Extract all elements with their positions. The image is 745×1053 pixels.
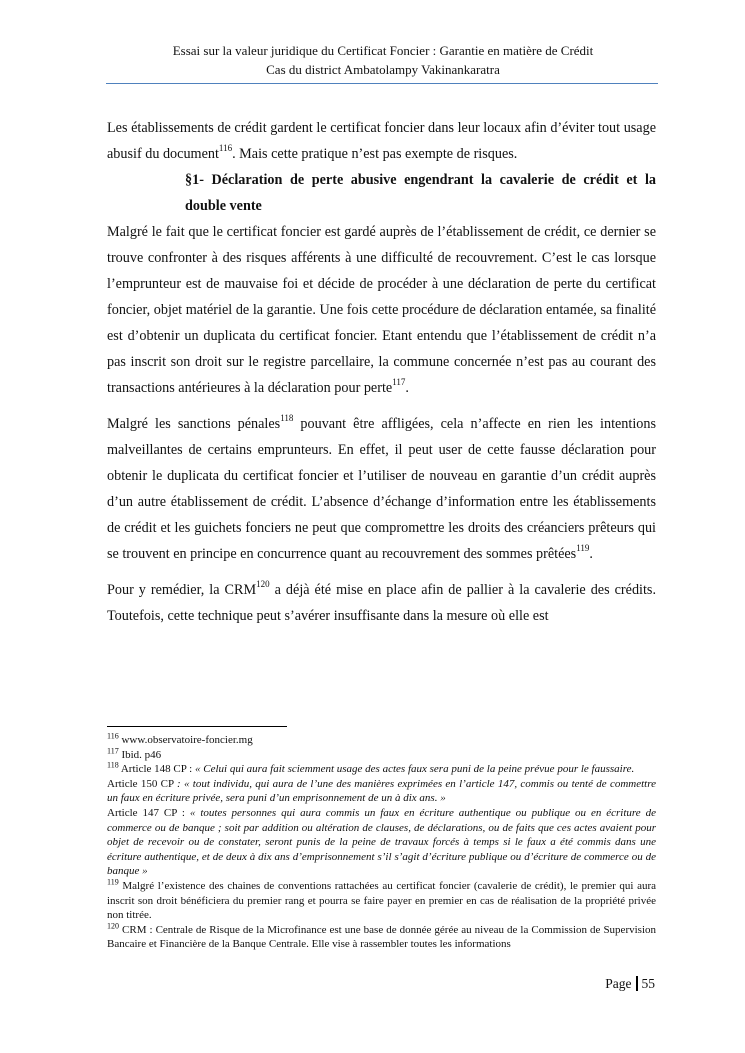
footnote-116: $^{116}$ www.observatoire-foncier.mg [107, 731, 253, 746]
footnote-ref[interactable]: 120 [256, 579, 270, 590]
page-footer [605, 976, 655, 992]
document-body [107, 115, 656, 629]
paragraph: Pour y remédier, la CRM$^{120}$ a déjà été mise en place afin de pallier à la cavalerie des crédits. Toutefois, cette technique peut s’avérer insuffisante dans la mesure où elle est [107, 579, 656, 624]
paragraph: Les établissements de crédit gardent le certificat foncier dans leur locaux afin d’éviter tout usage abusif du document$^{116}$. Mais cette pratique n’est pas exempte de risques. [107, 120, 656, 162]
page-number: 55 [641, 976, 655, 991]
running-header [108, 41, 658, 79]
footnote-117: $^{117}$ Ibid. p46 [107, 745, 162, 761]
page-label: Page [605, 976, 632, 991]
paragraph: Malgré le fait que le certificat foncier est gardé auprès de l’établissement de crédit, ce dernier se trouve confronter à des risques afférents à une difficulté de recouvrement. C’est le cas lorsque l’emprunteur est de mauvaise foi et décide de procéder à une déclaration de perte du certificat foncier, objet matériel de la garantie. Une fois cette procédure de déclaration entamée, sa finalité est d’obtenir un duplicata du certificat foncier. Etant entendu que l’établissement de crédit n’a pas inscrit son droit sur le registre parcellaire, la commune concernée n’est pas au courant des transactions antérieures à la déclaration pour perte$^{117}$. [107, 224, 656, 396]
footnote-ref[interactable]: 116 [218, 143, 233, 154]
footnote-ref[interactable]: 119 [576, 543, 590, 554]
footnote-ref[interactable]: 118 [280, 413, 294, 424]
paragraph: Malgré les sanctions pénales$^{118}$ pouvant être affligées, cela n’affecte en rien les intentions malveillantes de certains emprunteurs. En effet, il peut user de cette fausse déclaration pour obtenir le duplicata du certificat foncier et l’utiliser de nouveau en garantie d’un crédit auprès d’un autre établissement de crédit. L’absence d’échange d’information entre les établissements de crédit et les guichets fonciers ne peut que compromettre les droits des créanciers prêteurs qui se trouvent en principe en concurrence quant au recouvrement des sommes prêtées$^{119}$. [107, 413, 656, 562]
page-separator [636, 976, 638, 991]
section-heading: §1- Déclaration de perte abusive engendrant la cavalerie de crédit et la double vente [185, 172, 656, 214]
footnote-118: $^{118}$ Article 148 CP : « Celui qui aura fait sciemment usage des actes faux sera puni de la peine prévue pour le faussaire. [107, 760, 635, 776]
header-divider [106, 83, 658, 84]
header-title: Essai sur la valeur juridique du Certificat Foncier : Garantie en matière de Crédit [172, 43, 594, 58]
footnotes [107, 733, 656, 952]
footnote-119: $^{119}$ Malgré l’existence des chaines de conventions rattachées au certificat foncier (cavalerie de crédit), le premier qui aura inscrit son droit bénéficiera du premier rang et pourra se faire payer en premier en cas de réalisation de la propriété privée non titrée. [107, 877, 656, 922]
footnote-article-147: Article 147 CP : « toutes personnes qui aura commis un faux en écriture authentique ou publique ou en écriture de commerce ou de banque ; soit par addition ou altération de clauses, de déclarations, ou de faits que ces actes avaient pour objet de recevoir ou de constater, seront punis de la peine de travaux forcés à temps si le faux a été commis dans une écriture authentique, et de deux à dix ans d’emprisonnement s’il s’agit d’écriture publique ou d’écriture de commerce ou de banque » [107, 806, 656, 878]
footnote-divider [107, 726, 287, 727]
header-subtitle: Cas du district Ambatolampy Vakinankaratra [266, 62, 500, 77]
footnote-ref[interactable]: 117 [392, 377, 406, 388]
footnote-article-150: Article 150 CP : « tout individu, qui aura de l’une des manières exprimées en l’article 147, commis ou tenté de commettre un faux en écriture privée, sera puni d’un emprisonnement de un à dix ans. » [107, 777, 656, 805]
footnote-120: $^{120}$ CRM : Centrale de Risque de la Microfinance est une base de donnée gérée au niveau de la Commission de Supervision Bancaire et Financière de la Banque Centrale. Elle vise à rassembler toutes les informations [107, 921, 656, 951]
